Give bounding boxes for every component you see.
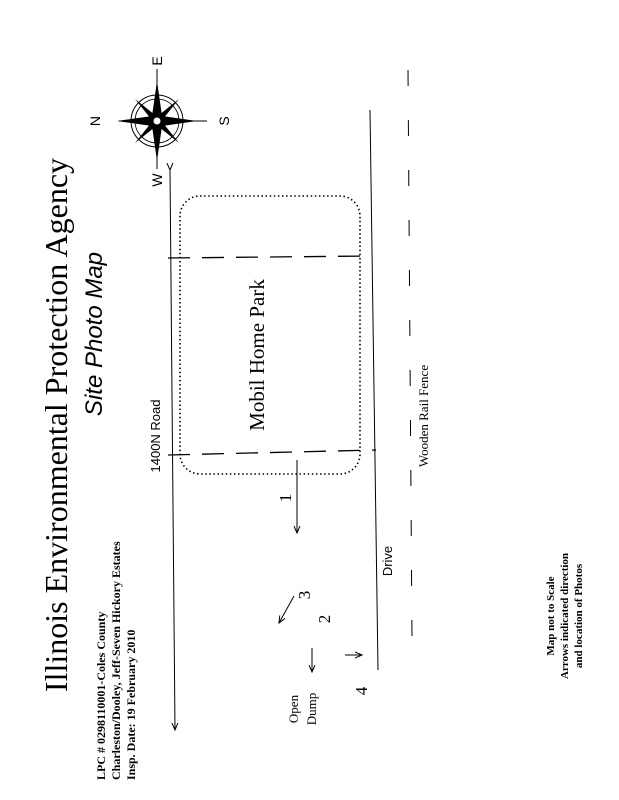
site-location: Charleston/Dooley, Jeff-Seven Hickory Estates: [109, 541, 123, 780]
compass-west-label: W: [149, 173, 165, 187]
lot-line-top: [168, 256, 372, 258]
lot-line-bottom: [168, 450, 376, 455]
note-not-to-scale: Map not to Scale: [545, 576, 557, 656]
site-info: [94, 444, 142, 780]
fence-label: Wooden Rail Fence: [416, 364, 431, 468]
map-note: [544, 534, 588, 698]
photo-1-label: 1: [276, 493, 295, 503]
drive-label: Drive: [380, 545, 395, 577]
road-label: 1400N Road: [148, 399, 163, 473]
compass-south-label: S: [216, 116, 232, 126]
fence-line: [408, 70, 412, 640]
open-dump-line2: Dump: [304, 692, 319, 726]
open-dump-label: [285, 686, 321, 732]
note-arrows: Arrows indicated direction: [559, 552, 571, 680]
park-label: Mobil Home Park: [245, 279, 269, 431]
road-line: [170, 170, 175, 730]
compass-rose-icon: [117, 69, 207, 169]
compass-east-label: E: [149, 56, 165, 66]
note-photo-location: and location of Photos: [573, 563, 585, 669]
photo-4-label: 4: [352, 686, 371, 696]
photo-3-arrow: [279, 596, 294, 623]
photo-2-label: 2: [315, 614, 334, 624]
open-dump-line1: Open: [286, 694, 301, 724]
compass-north-label: N: [87, 115, 103, 127]
agency-title: Illinois Environmental Protection Agency: [38, 157, 74, 693]
drive-line: [370, 110, 378, 670]
photo-3-label: 3: [295, 590, 314, 600]
lpc-number: LPC # 0298110001-Coles County: [94, 611, 108, 780]
map-subtitle: Site Photo Map: [81, 251, 108, 417]
inspection-date: Insp. Date: 19 February 2010: [124, 629, 138, 780]
